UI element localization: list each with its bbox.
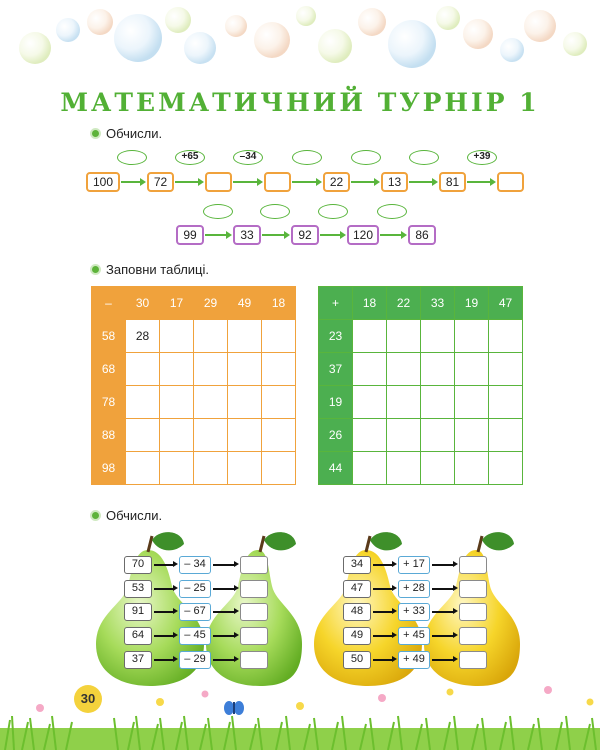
table-row-header: 58 — [92, 320, 126, 353]
table-row — [319, 452, 523, 485]
table-cell[interactable] — [228, 386, 262, 419]
table-row — [319, 386, 523, 419]
arrow-icon — [320, 234, 341, 236]
arrow-icon — [121, 181, 141, 183]
arrow-icon — [213, 588, 235, 590]
table-cell[interactable] — [160, 452, 194, 485]
table-cell[interactable] — [455, 386, 489, 419]
table-cell[interactable] — [228, 452, 262, 485]
arrow-icon — [373, 588, 393, 590]
table-cell[interactable] — [228, 353, 262, 386]
table-row-header: 19 — [319, 386, 353, 419]
chain1-answer-box[interactable] — [264, 172, 291, 192]
table-cell[interactable] — [489, 353, 523, 386]
answer-box[interactable] — [240, 580, 268, 598]
table-cell[interactable] — [387, 452, 421, 485]
arrow-icon — [373, 659, 393, 661]
section1-header — [90, 126, 162, 141]
table-row — [92, 320, 296, 353]
section2-label: Заповни таблиці. — [106, 262, 210, 277]
table-cell[interactable] — [489, 320, 523, 353]
chain1-answer-box[interactable] — [497, 172, 524, 192]
operation-box: + 33 — [398, 603, 430, 621]
table-row-header: 23 — [319, 320, 353, 353]
table-cell[interactable] — [489, 452, 523, 485]
chain1-box: 100 — [86, 172, 120, 192]
table-cell[interactable] — [489, 419, 523, 452]
table-cell[interactable] — [455, 419, 489, 452]
table-header-cell: 30 — [126, 287, 160, 320]
arrow-icon — [373, 635, 393, 637]
arrow-icon — [467, 181, 491, 183]
operation-box: + 45 — [398, 627, 430, 645]
table-row-header: 68 — [92, 353, 126, 386]
table-cell[interactable]: 28 — [126, 320, 160, 353]
table-cell[interactable] — [421, 452, 455, 485]
table-row — [319, 419, 523, 452]
chain1-op-oval[interactable] — [409, 150, 439, 165]
table-row-header: 98 — [92, 452, 126, 485]
chain1-box: 22 — [323, 172, 350, 192]
arrow-icon — [432, 611, 454, 613]
number-box: 53 — [124, 580, 152, 598]
table-cell[interactable] — [421, 419, 455, 452]
butterfly-icon — [224, 701, 244, 715]
table-cell[interactable] — [262, 386, 296, 419]
table-cell[interactable] — [353, 419, 387, 452]
table-cell[interactable] — [262, 353, 296, 386]
table-row — [92, 452, 296, 485]
section3-header — [90, 508, 162, 523]
operation-box: – 67 — [179, 603, 211, 621]
operation-box: – 45 — [179, 627, 211, 645]
bullet-icon — [90, 128, 101, 139]
arrow-icon — [213, 564, 235, 566]
chain1-box: 13 — [381, 172, 408, 192]
table-row — [92, 419, 296, 452]
chain1-answer-box[interactable] — [205, 172, 232, 192]
table-cell[interactable] — [421, 386, 455, 419]
number-box: 50 — [343, 651, 371, 669]
operation-box: + 28 — [398, 580, 430, 598]
chain1-op-oval[interactable] — [351, 150, 381, 165]
arrow-icon — [154, 659, 174, 661]
arrow-icon — [213, 611, 235, 613]
answer-box[interactable] — [459, 556, 487, 574]
table-row — [92, 353, 296, 386]
arrow-icon — [154, 564, 174, 566]
table-cell[interactable] — [194, 419, 228, 452]
operation-box: + 49 — [398, 651, 430, 669]
table-cell[interactable] — [126, 353, 160, 386]
number-box: 49 — [343, 627, 371, 645]
table-cell[interactable] — [160, 386, 194, 419]
arrow-icon — [432, 635, 454, 637]
table-cell[interactable] — [387, 419, 421, 452]
table-cell[interactable] — [455, 452, 489, 485]
table-cell[interactable] — [421, 353, 455, 386]
bubbles-decoration — [0, 0, 600, 80]
table-cell[interactable] — [126, 419, 160, 452]
arrow-icon — [175, 181, 199, 183]
chain2-op-oval[interactable] — [377, 204, 407, 219]
table-cell[interactable] — [489, 386, 523, 419]
table-cell[interactable] — [353, 386, 387, 419]
table-header-cell: 19 — [455, 287, 489, 320]
number-box: 64 — [124, 627, 152, 645]
table-operator: + — [319, 287, 353, 320]
arrow-icon — [351, 181, 375, 183]
table-header-cell: 18 — [353, 287, 387, 320]
answer-box[interactable] — [240, 603, 268, 621]
section2-header — [90, 262, 209, 277]
arrow-icon — [432, 588, 454, 590]
table-cell[interactable] — [353, 320, 387, 353]
table-cell[interactable] — [262, 419, 296, 452]
arrow-icon — [154, 611, 174, 613]
table-cell[interactable] — [387, 386, 421, 419]
table-row-header: 37 — [319, 353, 353, 386]
table-cell[interactable] — [160, 419, 194, 452]
operation-box: – 25 — [179, 580, 211, 598]
answer-box[interactable] — [459, 603, 487, 621]
table-row — [319, 320, 523, 353]
number-box: 91 — [124, 603, 152, 621]
subtraction-table — [91, 286, 296, 485]
chain1-op-oval[interactable] — [117, 150, 147, 165]
arrow-icon — [233, 181, 258, 183]
table-cell[interactable] — [455, 320, 489, 353]
table-cell[interactable] — [387, 353, 421, 386]
section1-label: Обчисли. — [106, 126, 163, 141]
answer-box[interactable] — [459, 580, 487, 598]
chain2-op-oval[interactable] — [318, 204, 348, 219]
table-cell[interactable] — [353, 353, 387, 386]
table-header-cell: 47 — [489, 287, 523, 320]
table-row-header: 44 — [319, 452, 353, 485]
table-cell[interactable] — [353, 452, 387, 485]
number-box: 70 — [124, 556, 152, 574]
arrow-icon — [432, 659, 454, 661]
chain2-op-oval[interactable] — [203, 204, 233, 219]
table-operator: – — [92, 287, 126, 320]
table-row-header: 78 — [92, 386, 126, 419]
chain2-box: 92 — [291, 225, 319, 245]
table-cell[interactable] — [421, 320, 455, 353]
operation-box: – 29 — [179, 651, 211, 669]
table-cell[interactable] — [194, 320, 228, 353]
table-header-cell: 29 — [194, 287, 228, 320]
number-box: 48 — [343, 603, 371, 621]
arrow-icon — [373, 564, 393, 566]
answer-box[interactable] — [459, 651, 487, 669]
chain2-box: 86 — [408, 225, 436, 245]
chain1-op-oval: +65 — [175, 150, 205, 165]
answer-box[interactable] — [240, 556, 268, 574]
table-cell[interactable] — [262, 320, 296, 353]
table-cell[interactable] — [387, 320, 421, 353]
section3-label: Обчисли. — [106, 508, 163, 523]
table-cell[interactable] — [160, 353, 194, 386]
arrow-icon — [262, 234, 285, 236]
table-header-cell: 17 — [160, 287, 194, 320]
table-cell[interactable] — [228, 320, 262, 353]
operation-box: + 17 — [398, 556, 430, 574]
table-cell[interactable] — [262, 452, 296, 485]
addition-table — [318, 286, 523, 485]
chain1-box: 81 — [439, 172, 466, 192]
arrow-icon — [409, 181, 433, 183]
arrow-icon — [213, 659, 235, 661]
table-cell[interactable] — [194, 353, 228, 386]
table-cell[interactable] — [126, 386, 160, 419]
arrow-icon — [432, 564, 454, 566]
table-cell[interactable] — [194, 386, 228, 419]
arrow-icon — [205, 234, 227, 236]
chain1-box: 72 — [147, 172, 174, 192]
arrow-icon — [154, 588, 174, 590]
table-header-cell: 33 — [421, 287, 455, 320]
arrow-icon — [373, 611, 393, 613]
answer-box[interactable] — [240, 651, 268, 669]
bullet-icon — [90, 264, 101, 275]
table-header-cell: 22 — [387, 287, 421, 320]
page-number: 30 — [74, 685, 102, 713]
number-box: 34 — [343, 556, 371, 574]
table-cell[interactable] — [126, 452, 160, 485]
arrow-icon — [380, 234, 402, 236]
operation-box: – 34 — [179, 556, 211, 574]
table-row — [319, 353, 523, 386]
chain1-op-oval[interactable] — [292, 150, 322, 165]
chain2-op-oval[interactable] — [260, 204, 290, 219]
arrow-icon — [292, 181, 317, 183]
chain1-op-oval: +39 — [467, 150, 497, 165]
arrow-icon — [154, 635, 174, 637]
table-row — [92, 386, 296, 419]
table-cell[interactable] — [455, 353, 489, 386]
table-header-cell: 18 — [262, 287, 296, 320]
number-box: 47 — [343, 580, 371, 598]
table-row-header: 26 — [319, 419, 353, 452]
table-header-cell: 49 — [228, 287, 262, 320]
answer-box[interactable] — [240, 627, 268, 645]
number-box: 37 — [124, 651, 152, 669]
table-row-header: 88 — [92, 419, 126, 452]
answer-box[interactable] — [459, 627, 487, 645]
arrow-icon — [213, 635, 235, 637]
table-cell[interactable] — [194, 452, 228, 485]
chain2-box: 33 — [233, 225, 261, 245]
chain2-box: 120 — [347, 225, 379, 245]
table-cell[interactable] — [160, 320, 194, 353]
chain1-op-oval: –34 — [233, 150, 263, 165]
table-cell[interactable] — [228, 419, 262, 452]
page-title: МАТЕМАТИЧНИЙ ТУРНІР 1 — [60, 88, 540, 117]
bullet-icon — [90, 510, 101, 521]
chain2-box: 99 — [176, 225, 204, 245]
